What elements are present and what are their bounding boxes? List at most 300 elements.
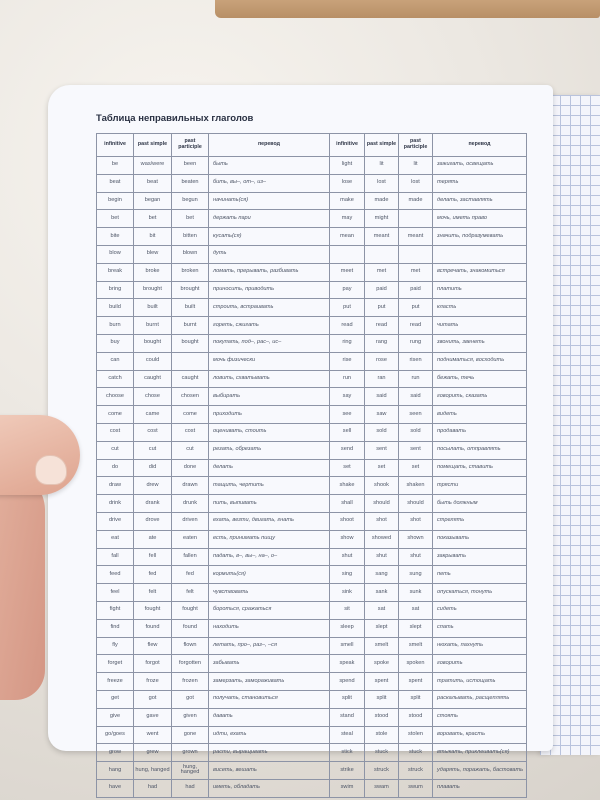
past-participle-cell: should [399, 495, 433, 513]
translation-cell: закрывать [433, 548, 527, 566]
past-participle-cell [399, 245, 433, 263]
past-participle-cell: brought [172, 281, 209, 299]
translation-cell: стоять [433, 708, 527, 726]
header-translation: перевод [209, 134, 330, 157]
past-participle-cell: sung [399, 566, 433, 584]
past-participle-cell: stuck [399, 744, 433, 762]
translation-cell: мочь, иметь право [433, 210, 527, 228]
table-row [97, 334, 527, 352]
infinitive-cell: go/goes [97, 726, 134, 744]
past-simple-cell: fought [134, 601, 172, 619]
table-row [97, 708, 527, 726]
infinitive-cell: feel [97, 584, 134, 602]
past-participle-cell: paid [399, 281, 433, 299]
page-title: Таблица неправильных глаголов [96, 113, 254, 124]
infinitive-cell: put [330, 299, 365, 317]
past-simple-cell: paid [365, 281, 399, 299]
translation-cell: класть [433, 299, 527, 317]
past-simple-cell: saw [365, 406, 399, 424]
past-participle-cell: done [172, 459, 209, 477]
translation-cell: резать, обрезать [209, 441, 330, 459]
table-row [97, 174, 527, 192]
past-participle-cell: cost [172, 423, 209, 441]
infinitive-cell: bring [97, 281, 134, 299]
past-simple-cell: sang [365, 566, 399, 584]
past-simple-cell: grew [134, 744, 172, 762]
past-participle-cell: shown [399, 530, 433, 548]
infinitive-cell: begin [97, 192, 134, 210]
past-simple-cell: stole [365, 726, 399, 744]
infinitive-cell: set [330, 459, 365, 477]
infinitive-cell: bite [97, 228, 134, 246]
table-row [97, 584, 527, 602]
past-participle-cell [399, 210, 433, 228]
past-participle-cell: burnt [172, 317, 209, 335]
infinitive-cell: beat [97, 174, 134, 192]
translation-cell: висеть, вешать [209, 762, 330, 780]
translation-cell: покупать, под–, рас–, ис– [209, 334, 330, 352]
past-simple-cell: shut [365, 548, 399, 566]
past-simple-cell: shook [365, 477, 399, 495]
past-participle-cell [172, 352, 209, 370]
translation-cell: расти, выращивать [209, 744, 330, 762]
translation-cell: трясти [433, 477, 527, 495]
infinitive-cell: fly [97, 637, 134, 655]
past-simple-cell [365, 245, 399, 263]
infinitive-cell: split [330, 690, 365, 708]
table-row [97, 210, 527, 228]
translation-cell: делать [209, 459, 330, 477]
past-participle-cell: blown [172, 245, 209, 263]
past-simple-cell: sank [365, 584, 399, 602]
translation-cell: втыкать, приклеивать(ся) [433, 744, 527, 762]
translation-cell: показывать [433, 530, 527, 548]
infinitive-cell: drive [97, 512, 134, 530]
infinitive-cell: drink [97, 495, 134, 513]
translation-cell: гореть, сжигать [209, 317, 330, 335]
past-simple-cell: fell [134, 548, 172, 566]
translation-cell: замерзать, замораживать [209, 673, 330, 691]
past-participle-cell: shot [399, 512, 433, 530]
translation-cell: бить, вы–, от–, из– [209, 174, 330, 192]
infinitive-cell: find [97, 619, 134, 637]
infinitive-cell: fight [97, 601, 134, 619]
past-participle-cell: spent [399, 673, 433, 691]
past-participle-cell: risen [399, 352, 433, 370]
past-participle-cell: frozen [172, 673, 209, 691]
past-simple-cell: ran [365, 370, 399, 388]
past-simple-cell: spoke [365, 655, 399, 673]
past-simple-cell: drank [134, 495, 172, 513]
past-simple-cell: built [134, 299, 172, 317]
past-simple-cell: read [365, 317, 399, 335]
translation-cell: тратить, истощать [433, 673, 527, 691]
infinitive-cell: meet [330, 263, 365, 281]
table-row [97, 459, 527, 477]
past-participle-cell: forgotten [172, 655, 209, 673]
table-row [97, 299, 527, 317]
past-simple-cell: drove [134, 512, 172, 530]
past-participle-cell: got [172, 690, 209, 708]
past-participle-cell: meant [399, 228, 433, 246]
translation-cell: кусать(ся) [209, 228, 330, 246]
table-row [97, 441, 527, 459]
translation-cell: раскалывать, расщеплять [433, 690, 527, 708]
translation-cell: получать, становиться [209, 690, 330, 708]
past-simple-cell: hung, hanged [134, 762, 172, 780]
infinitive-cell: hang [97, 762, 134, 780]
past-simple-cell: could [134, 352, 172, 370]
thumbnail [35, 455, 67, 485]
past-participle-cell: felt [172, 584, 209, 602]
past-simple-cell: bet [134, 210, 172, 228]
translation-cell: петь [433, 566, 527, 584]
past-simple-cell: had [134, 779, 172, 797]
table-row [97, 192, 527, 210]
infinitive-cell: burn [97, 317, 134, 335]
table-row [97, 530, 527, 548]
infinitive-cell: speak [330, 655, 365, 673]
past-simple-cell: sent [365, 441, 399, 459]
past-simple-cell: blew [134, 245, 172, 263]
past-simple-cell: bit [134, 228, 172, 246]
infinitive-cell: freeze [97, 673, 134, 691]
past-participle-cell: beaten [172, 174, 209, 192]
translation-cell: оценивать, стоить [209, 423, 330, 441]
past-participle-cell: lit [399, 157, 433, 175]
past-simple-cell: met [365, 263, 399, 281]
past-participle-cell: begun [172, 192, 209, 210]
past-participle-cell: fought [172, 601, 209, 619]
translation-cell: помещать, ставить [433, 459, 527, 477]
past-simple-cell: shot [365, 512, 399, 530]
past-participle-cell: sold [399, 423, 433, 441]
infinitive-cell: shall [330, 495, 365, 513]
translation-cell: идти, ехать [209, 726, 330, 744]
infinitive-cell: eat [97, 530, 134, 548]
infinitive-cell: sleep [330, 619, 365, 637]
past-participle-cell: sunk [399, 584, 433, 602]
infinitive-cell: cost [97, 423, 134, 441]
infinitive-cell: bet [97, 210, 134, 228]
translation-cell: чувствовать [209, 584, 330, 602]
past-participle-cell: said [399, 388, 433, 406]
translation-cell: есть, принимать пищу [209, 530, 330, 548]
past-participle-cell: bought [172, 334, 209, 352]
header-past-simple: past simple [365, 134, 399, 157]
table-row [97, 601, 527, 619]
infinitive-cell: strike [330, 762, 365, 780]
past-simple-cell: stuck [365, 744, 399, 762]
infinitive-cell: smell [330, 637, 365, 655]
past-participle-cell: stolen [399, 726, 433, 744]
infinitive-cell: send [330, 441, 365, 459]
past-simple-cell: brought [134, 281, 172, 299]
translation-cell: сидеть [433, 601, 527, 619]
irregular-verbs-table [96, 133, 527, 798]
infinitive-cell: buy [97, 334, 134, 352]
past-participle-cell: found [172, 619, 209, 637]
past-participle-cell: made [399, 192, 433, 210]
infinitive-cell: shake [330, 477, 365, 495]
translation-cell: стрелять [433, 512, 527, 530]
infinitive-cell: have [97, 779, 134, 797]
past-participle-cell: smelt [399, 637, 433, 655]
table-row [97, 673, 527, 691]
past-simple-cell: froze [134, 673, 172, 691]
past-simple-cell: split [365, 690, 399, 708]
infinitive-cell: break [97, 263, 134, 281]
past-simple-cell: bought [134, 334, 172, 352]
past-simple-cell: rose [365, 352, 399, 370]
translation-cell: строить, встраивать [209, 299, 330, 317]
infinitive-cell: show [330, 530, 365, 548]
past-simple-cell: swam [365, 779, 399, 797]
header-past-participle: past participle [172, 134, 209, 157]
infinitive-cell: choose [97, 388, 134, 406]
past-simple-cell: lit [365, 157, 399, 175]
table-row [97, 406, 527, 424]
infinitive-cell: may [330, 210, 365, 228]
infinitive-cell [330, 245, 365, 263]
past-participle-cell: set [399, 459, 433, 477]
infinitive-cell: shut [330, 548, 365, 566]
past-simple-cell: set [365, 459, 399, 477]
table-row [97, 317, 527, 335]
past-simple-cell: got [134, 690, 172, 708]
past-participle-cell: broken [172, 263, 209, 281]
translation-cell: подниматься, восходить [433, 352, 527, 370]
table-row [97, 245, 527, 263]
infinitive-cell: cut [97, 441, 134, 459]
past-simple-cell: stood [365, 708, 399, 726]
past-participle-cell: swum [399, 779, 433, 797]
past-simple-cell: fed [134, 566, 172, 584]
past-simple-cell: went [134, 726, 172, 744]
infinitive-cell: get [97, 690, 134, 708]
table-row [97, 281, 527, 299]
translation-cell: начинать(ся) [209, 192, 330, 210]
translation-cell: выбирать [209, 388, 330, 406]
translation-cell: держать пари [209, 210, 330, 228]
past-simple-cell: rang [365, 334, 399, 352]
past-simple-cell: meant [365, 228, 399, 246]
table-row [97, 655, 527, 673]
translation-cell: кормить(ся) [209, 566, 330, 584]
past-participle-cell: had [172, 779, 209, 797]
past-simple-cell: did [134, 459, 172, 477]
translation-cell: спать [433, 619, 527, 637]
translation-cell: давать [209, 708, 330, 726]
table-row [97, 352, 527, 370]
infinitive-cell: blow [97, 245, 134, 263]
past-participle-cell: rung [399, 334, 433, 352]
past-participle-cell: met [399, 263, 433, 281]
table-row [97, 744, 527, 762]
past-participle-cell: hung, hanged [172, 762, 209, 780]
table-row [97, 423, 527, 441]
translation-cell: плавать [433, 779, 527, 797]
table-row [97, 762, 527, 780]
infinitive-cell: pay [330, 281, 365, 299]
past-participle-cell: fed [172, 566, 209, 584]
infinitive-cell: be [97, 157, 134, 175]
translation-cell: продавать [433, 423, 527, 441]
past-simple-cell: beat [134, 174, 172, 192]
notebook-page [48, 85, 553, 791]
translation-cell: читать [433, 317, 527, 335]
infinitive-cell: sit [330, 601, 365, 619]
past-simple-cell: said [365, 388, 399, 406]
infinitive-cell: run [330, 370, 365, 388]
translation-cell: падать, в–, вы–, на–, о– [209, 548, 330, 566]
infinitive-cell: grow [97, 744, 134, 762]
past-participle-cell: shut [399, 548, 433, 566]
infinitive-cell: read [330, 317, 365, 335]
table-row [97, 370, 527, 388]
past-participle-cell: split [399, 690, 433, 708]
infinitive-cell: steal [330, 726, 365, 744]
past-participle-cell: bitten [172, 228, 209, 246]
past-participle-cell: given [172, 708, 209, 726]
past-simple-cell: slept [365, 619, 399, 637]
infinitive-cell: say [330, 388, 365, 406]
past-participle-cell: slept [399, 619, 433, 637]
table-row [97, 637, 527, 655]
past-participle-cell: spoken [399, 655, 433, 673]
past-simple-cell: cost [134, 423, 172, 441]
past-simple-cell: spent [365, 673, 399, 691]
translation-cell: пить, выпивать [209, 495, 330, 513]
translation-cell: звонить, звенеть [433, 334, 527, 352]
infinitive-cell: shoot [330, 512, 365, 530]
translation-cell: быть должным [433, 495, 527, 513]
past-simple-cell: sold [365, 423, 399, 441]
table-row [97, 512, 527, 530]
past-simple-cell: chose [134, 388, 172, 406]
past-participle-cell: drunk [172, 495, 209, 513]
translation-cell: ломать, прерывать, разбивать [209, 263, 330, 281]
infinitive-cell: see [330, 406, 365, 424]
translation-cell: встречать, знакомиться [433, 263, 527, 281]
translation-cell: говорить [433, 655, 527, 673]
past-simple-cell: caught [134, 370, 172, 388]
past-participle-cell: been [172, 157, 209, 175]
translation-cell: опускаться, тонуть [433, 584, 527, 602]
past-participle-cell: run [399, 370, 433, 388]
header-past-simple: past simple [134, 134, 172, 157]
past-simple-cell: sat [365, 601, 399, 619]
past-participle-cell: shaken [399, 477, 433, 495]
past-participle-cell: grown [172, 744, 209, 762]
infinitive-cell: forget [97, 655, 134, 673]
infinitive-cell: rise [330, 352, 365, 370]
translation-cell: ловить, схватывать [209, 370, 330, 388]
header-past-participle: past participle [399, 134, 433, 157]
infinitive-cell: sing [330, 566, 365, 584]
translation-cell: зажигать, освещать [433, 157, 527, 175]
translation-cell: ехать, везти, двигать, гнать [209, 512, 330, 530]
infinitive-cell: build [97, 299, 134, 317]
past-participle-cell: built [172, 299, 209, 317]
translation-cell: посылать, отправлять [433, 441, 527, 459]
infinitive-cell: spend [330, 673, 365, 691]
translation-cell: значить, подразумевать [433, 228, 527, 246]
infinitive-cell: draw [97, 477, 134, 495]
translation-cell: говорить, сказать [433, 388, 527, 406]
translation-cell: приносить, приводить [209, 281, 330, 299]
translation-cell: дуть [209, 245, 330, 263]
table-row [97, 263, 527, 281]
header-infinitive: infinitive [97, 134, 134, 157]
past-simple-cell: made [365, 192, 399, 210]
infinitive-cell: stand [330, 708, 365, 726]
infinitive-cell: sell [330, 423, 365, 441]
hand [0, 470, 45, 700]
past-simple-cell: found [134, 619, 172, 637]
past-simple-cell: flew [134, 637, 172, 655]
past-simple-cell: should [365, 495, 399, 513]
translation-cell: иметь, обладать [209, 779, 330, 797]
table-row [97, 495, 527, 513]
past-participle-cell: sent [399, 441, 433, 459]
translation-cell: воровать, красть [433, 726, 527, 744]
table-row [97, 619, 527, 637]
infinitive-cell: give [97, 708, 134, 726]
past-simple-cell: came [134, 406, 172, 424]
translation-cell: тащить, чертить [209, 477, 330, 495]
infinitive-cell: mean [330, 228, 365, 246]
translation-cell: бороться, сражаться [209, 601, 330, 619]
past-simple-cell: gave [134, 708, 172, 726]
infinitive-cell: light [330, 157, 365, 175]
past-participle-cell: sat [399, 601, 433, 619]
infinitive-cell: come [97, 406, 134, 424]
past-simple-cell: drew [134, 477, 172, 495]
past-participle-cell: struck [399, 762, 433, 780]
past-participle-cell: come [172, 406, 209, 424]
header-translation: перевод [433, 134, 527, 157]
translation-cell: летать, про–, раз–, –ся [209, 637, 330, 655]
past-participle-cell: seen [399, 406, 433, 424]
past-participle-cell: read [399, 317, 433, 335]
translation-cell: платить [433, 281, 527, 299]
infinitive-cell: lose [330, 174, 365, 192]
past-simple-cell: burnt [134, 317, 172, 335]
past-participle-cell: stood [399, 708, 433, 726]
past-participle-cell: driven [172, 512, 209, 530]
table-row [97, 779, 527, 797]
past-participle-cell: put [399, 299, 433, 317]
past-participle-cell: lost [399, 174, 433, 192]
infinitive-cell: do [97, 459, 134, 477]
table-row [97, 388, 527, 406]
past-simple-cell: forgot [134, 655, 172, 673]
translation-cell: нюхать, пахнуть [433, 637, 527, 655]
translation-cell [433, 245, 527, 263]
table-header-row [97, 134, 527, 157]
infinitive-cell: can [97, 352, 134, 370]
past-simple-cell: lost [365, 174, 399, 192]
wooden-surface [215, 0, 600, 18]
table-row [97, 228, 527, 246]
past-participle-cell: cut [172, 441, 209, 459]
infinitive-cell: make [330, 192, 365, 210]
past-simple-cell: put [365, 299, 399, 317]
table-row [97, 157, 527, 175]
past-participle-cell: bet [172, 210, 209, 228]
past-simple-cell: showed [365, 530, 399, 548]
